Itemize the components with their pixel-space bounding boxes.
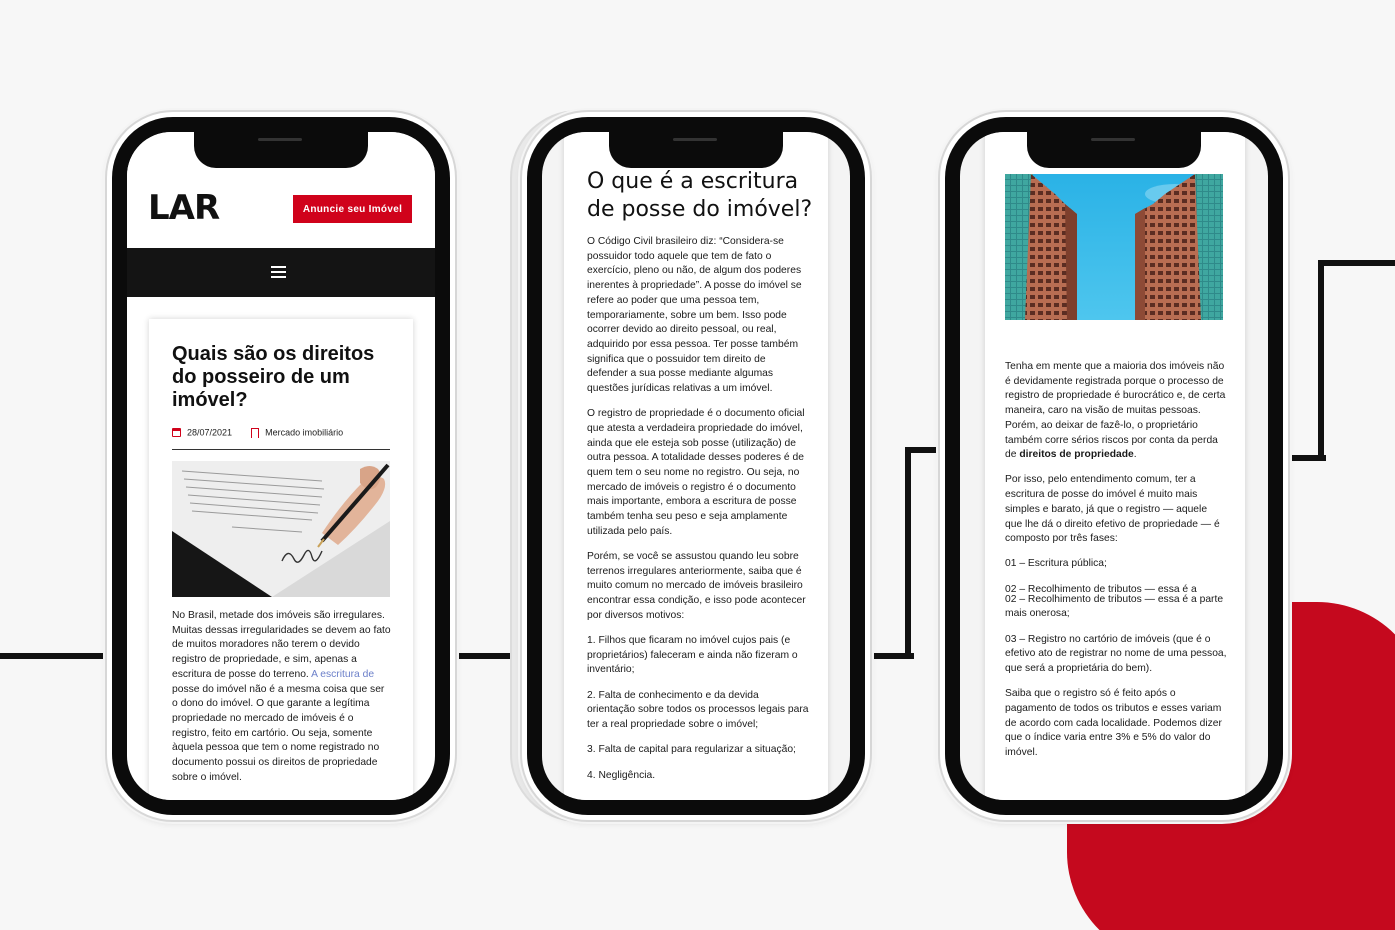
paragraph: O registro de propriedade é o documento oficial que atesta a verdadeira propriedade do imóvel, ainda que ele esteja sob posse (utilização) de outra pessoa. A totalidade desses poderes é de quem tem o seu nome no registro. Ou seja, no mercado de imóveis o registro é o documento mais importante, embora a escritura de posse também tenha seu peso e seja amplamente utilizada pelo país. [587,408,805,537]
article-intro-text: No Brasil, metade dos imóveis são irregulares. Muitas dessas irregularidades se devem ao fato de muitos moradores não terem o devido registro de propriedade, e sim, apenas a escritura de posse do terreno. A escritura de posse do imóvel não é a mesma coisa que ser o dono do imóvel. O que garante a legítima propriedade no mercado de imóveis é o registro, feito em cartório. Ou seja, somente àquela pessoa que tem o nome registrado no documento possui os direitos de propriedade sobre o imóvel. [172,610,391,783]
divider [172,449,390,450]
phone-screen [127,132,435,800]
list-item: 02 – Recolhimento de tributos — essa é a parte mais onerosa; [1005,593,1224,620]
phone-notch [609,132,783,168]
phone-screen [960,132,1268,800]
article-title: Quais são os direitos do posseiro de um imóvel? [172,343,375,411]
section-body [1005,360,1227,771]
buildings-photo [1005,174,1223,320]
paragraph: Porém, se você se assustou quando leu sobre terrenos irregulares anteriormente, saiba que é muito comum no mercado de imóveis brasileiro encontrar essa condição, e isso pode acontecer por diversos motivos: [587,551,806,621]
escritura-link[interactable]: A escritura de [311,668,375,680]
section-body [587,235,809,794]
hamburger-menu-icon[interactable] [271,266,286,278]
nav-bar [127,248,435,297]
list-item: 2. Falta de conhecimento e da devida orientação sobre todos os processos legais para ter a real propriedade sobre o imóvel; [587,689,809,731]
paragraph: Por isso, pelo entendimento comum, ter a escritura de posse do imóvel é muito mais simples e barato, já que o registro — aquele que lhe dá o direito efetivo de propriedade — é composto por três fases: [1005,474,1220,545]
connector-line [0,653,112,659]
list-item: 1. Filhos que ficaram no imóvel cujos pais (e proprietários) faleceram e ainda não fizeram o inventário; [587,635,798,676]
list-item: 01 – Escritura pública; [1005,558,1107,570]
announce-property-button[interactable]: Anuncie seu Imóvel [293,195,412,223]
brand-logo[interactable]: LAR [148,188,220,228]
article-card [149,319,413,800]
bookmark-icon [251,428,259,438]
bold-term: direitos de propriedade [1019,449,1134,461]
calendar-icon [172,428,181,437]
signing-document-photo [172,461,390,597]
paragraph: Saiba que o registro só é feito após o pagamento de todos os tributos e esses variam de acordo com cada localidade. Podemos dizer que o índice varia entre 3% e 5% do valor do imóvel. [1005,688,1222,758]
connector-line [905,447,911,659]
section-heading: O que é a escritura de posse do imóvel? [587,169,813,222]
phone-mockup-2 [522,112,870,820]
phone-screen [542,132,850,800]
list-item: 03 – Registro no cartório de imóveis (que é o efetivo ato de registrar no nome de uma pessoa, que será a proprietária do bem). [1005,633,1227,674]
article-meta [172,427,343,438]
phone-mockup-1 [107,112,455,820]
list-item-duplicate: 02 – Recolhimento de tributos — essa é a [1005,583,1197,593]
phone-notch [194,132,368,168]
paragraph: Tenha em mente que a maioria dos imóveis não é devidamente registrada porque o processo de registro de propriedade é burocrático e, de certa maneira, caro na visão de muitas pessoas. Porém, ao deixar de fazê-lo, o proprietário também corre sérios riscos por conta da perda de direitos de propriedade. [1005,361,1226,461]
list-item: 4. Negligência. [587,769,656,781]
article-content [564,132,828,800]
article-date: 28/07/2021 [187,427,233,438]
connector-line [1318,260,1324,461]
list-item: 3. Falta de capital para regularizar a situação; [587,744,796,756]
article-category[interactable]: Mercado imobiliário [265,427,344,438]
article-content [985,132,1245,800]
connector-line [1318,260,1395,266]
connector-line [905,447,945,453]
paragraph: O Código Civil brasileiro diz: “Considera-se possuidor todo aquele que tem de fato o exercício, pleno ou não, de algum dos poderes inerentes à propriedade”. A posse do imóvel se refere ao poder que uma pessoa tem, temporariamente, sobre um bem. Isso pode ocorrer devido ao direito pessoal, ou real, adquirido por essa pessoa. Ter posse também significa que o possuidor tem direito de defender a sua posse mediante algumas questões jurídicas relativas a um imóvel. [587,236,802,395]
phone-notch [1027,132,1201,168]
phone-mockup-3 [940,112,1288,820]
